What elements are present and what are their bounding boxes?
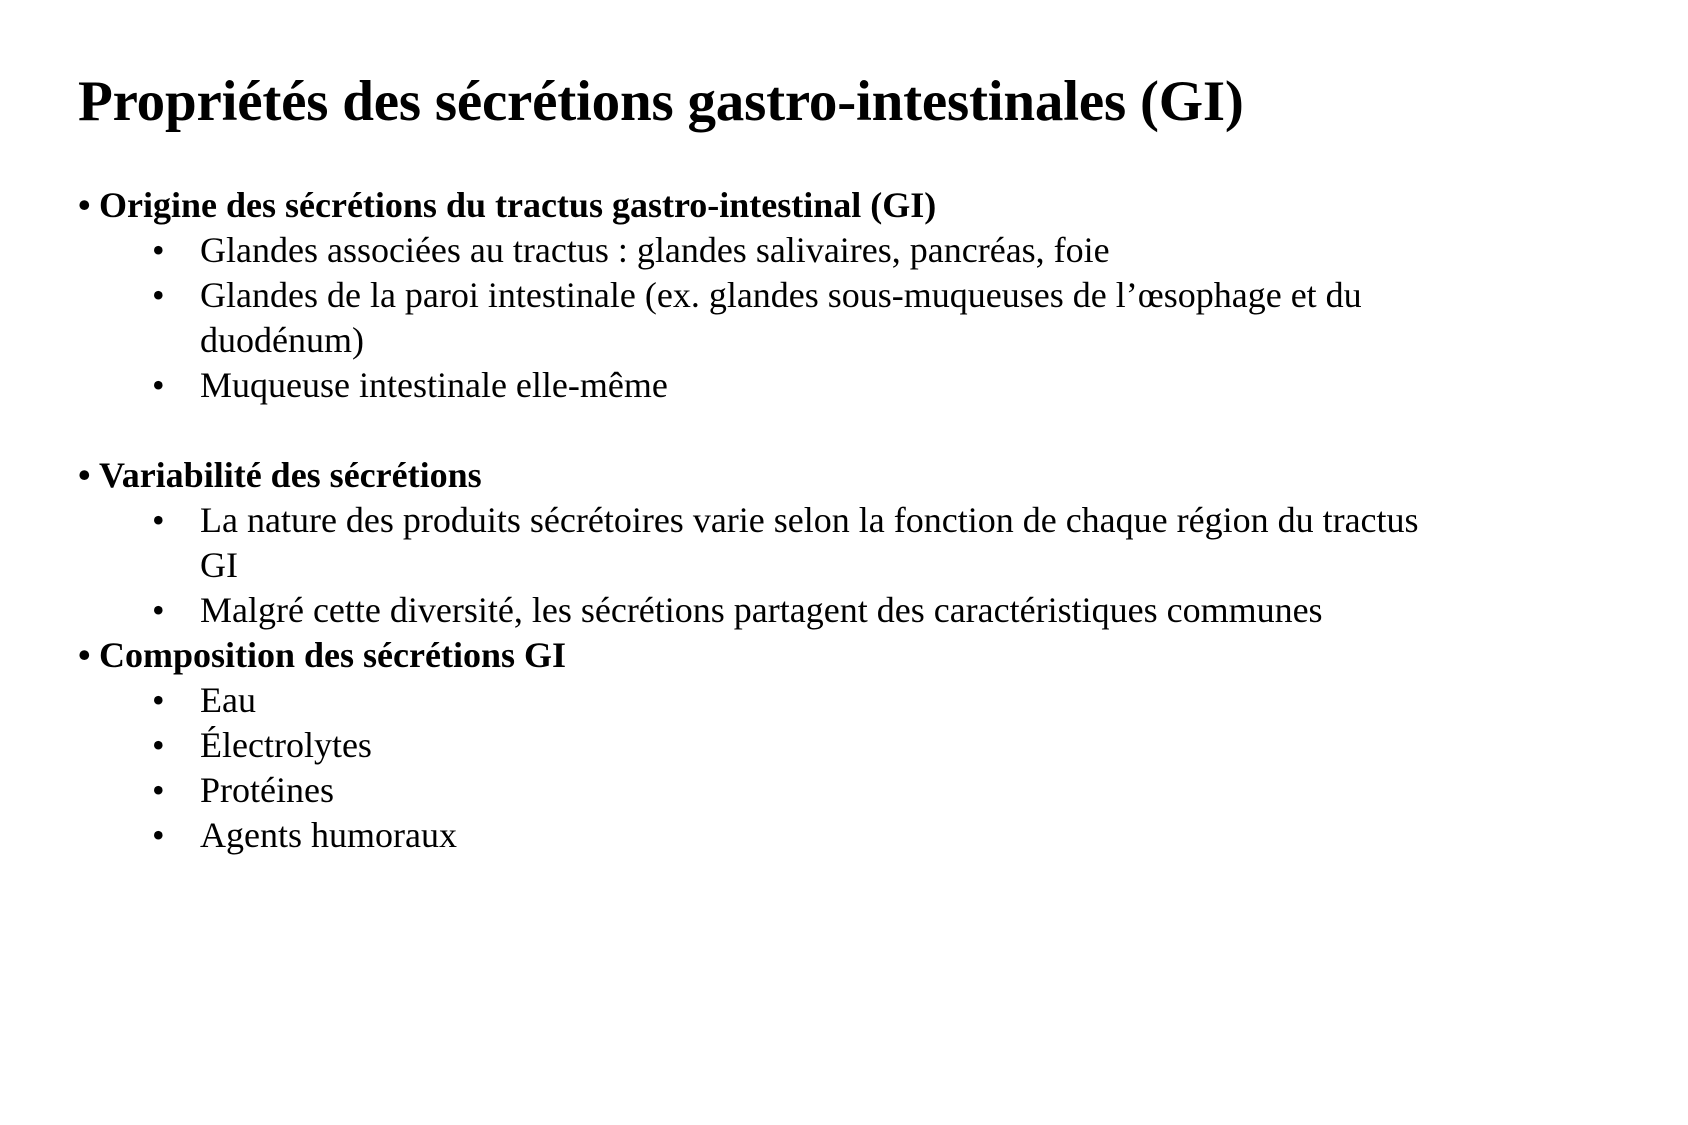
list-item-text: Protéines bbox=[200, 770, 334, 810]
list-item-text: Électrolytes bbox=[200, 725, 372, 765]
bullet-icon: • bbox=[152, 365, 165, 405]
list-item bbox=[0, 678, 1688, 723]
bullet-icon: • bbox=[78, 635, 91, 675]
section-heading bbox=[0, 183, 1688, 228]
list-item bbox=[0, 723, 1688, 768]
section-heading-text: Variabilité des sécrétions bbox=[99, 455, 482, 495]
list-item-text: Muqueuse intestinale elle-même bbox=[200, 365, 668, 405]
bullet-icon: • bbox=[152, 230, 165, 270]
section-composition bbox=[0, 633, 1688, 858]
list-item-text: Glandes associées au tractus : glandes salivaires, pancréas, foie bbox=[200, 230, 1110, 270]
list-item bbox=[0, 228, 1688, 273]
list-item-text: Eau bbox=[200, 680, 256, 720]
section-heading bbox=[0, 633, 1688, 678]
list-item bbox=[0, 768, 1688, 813]
list-item-text: Glandes de la paroi intestinale (ex. glandes sous-muqueuses de l’œsophage et du duodénum) bbox=[200, 275, 1362, 360]
list-item bbox=[0, 363, 1688, 408]
section-heading bbox=[0, 453, 1688, 498]
bullet-icon: • bbox=[152, 725, 165, 765]
list-item bbox=[0, 273, 1688, 363]
list-item-text: Malgré cette diversité, les sécrétions partagent des caractéristiques communes bbox=[200, 590, 1323, 630]
bullet-icon: • bbox=[152, 590, 165, 630]
list-item-text: Agents humoraux bbox=[200, 815, 457, 855]
list-item-text: La nature des produits sécrétoires varie selon la fonction de chaque région du tractus GI bbox=[200, 500, 1419, 585]
bullet-icon: • bbox=[152, 680, 165, 720]
list-item bbox=[0, 498, 1688, 588]
bullet-icon: • bbox=[152, 815, 165, 855]
section-heading-text: Origine des sécrétions du tractus gastro-intestinal (GI) bbox=[99, 185, 937, 225]
bullet-icon: • bbox=[152, 275, 165, 315]
section-heading-text: Composition des sécrétions GI bbox=[99, 635, 566, 675]
bullet-icon: • bbox=[152, 770, 165, 810]
bullet-icon: • bbox=[78, 185, 91, 225]
list-item bbox=[0, 813, 1688, 858]
section-variabilite bbox=[0, 453, 1688, 633]
bullet-icon: • bbox=[152, 500, 165, 540]
section-origine bbox=[0, 183, 1688, 408]
bullet-icon: • bbox=[78, 455, 91, 495]
slide-title: Propriétés des sécrétions gastro-intestinales (GI) bbox=[78, 70, 1244, 133]
list-item bbox=[0, 588, 1688, 633]
